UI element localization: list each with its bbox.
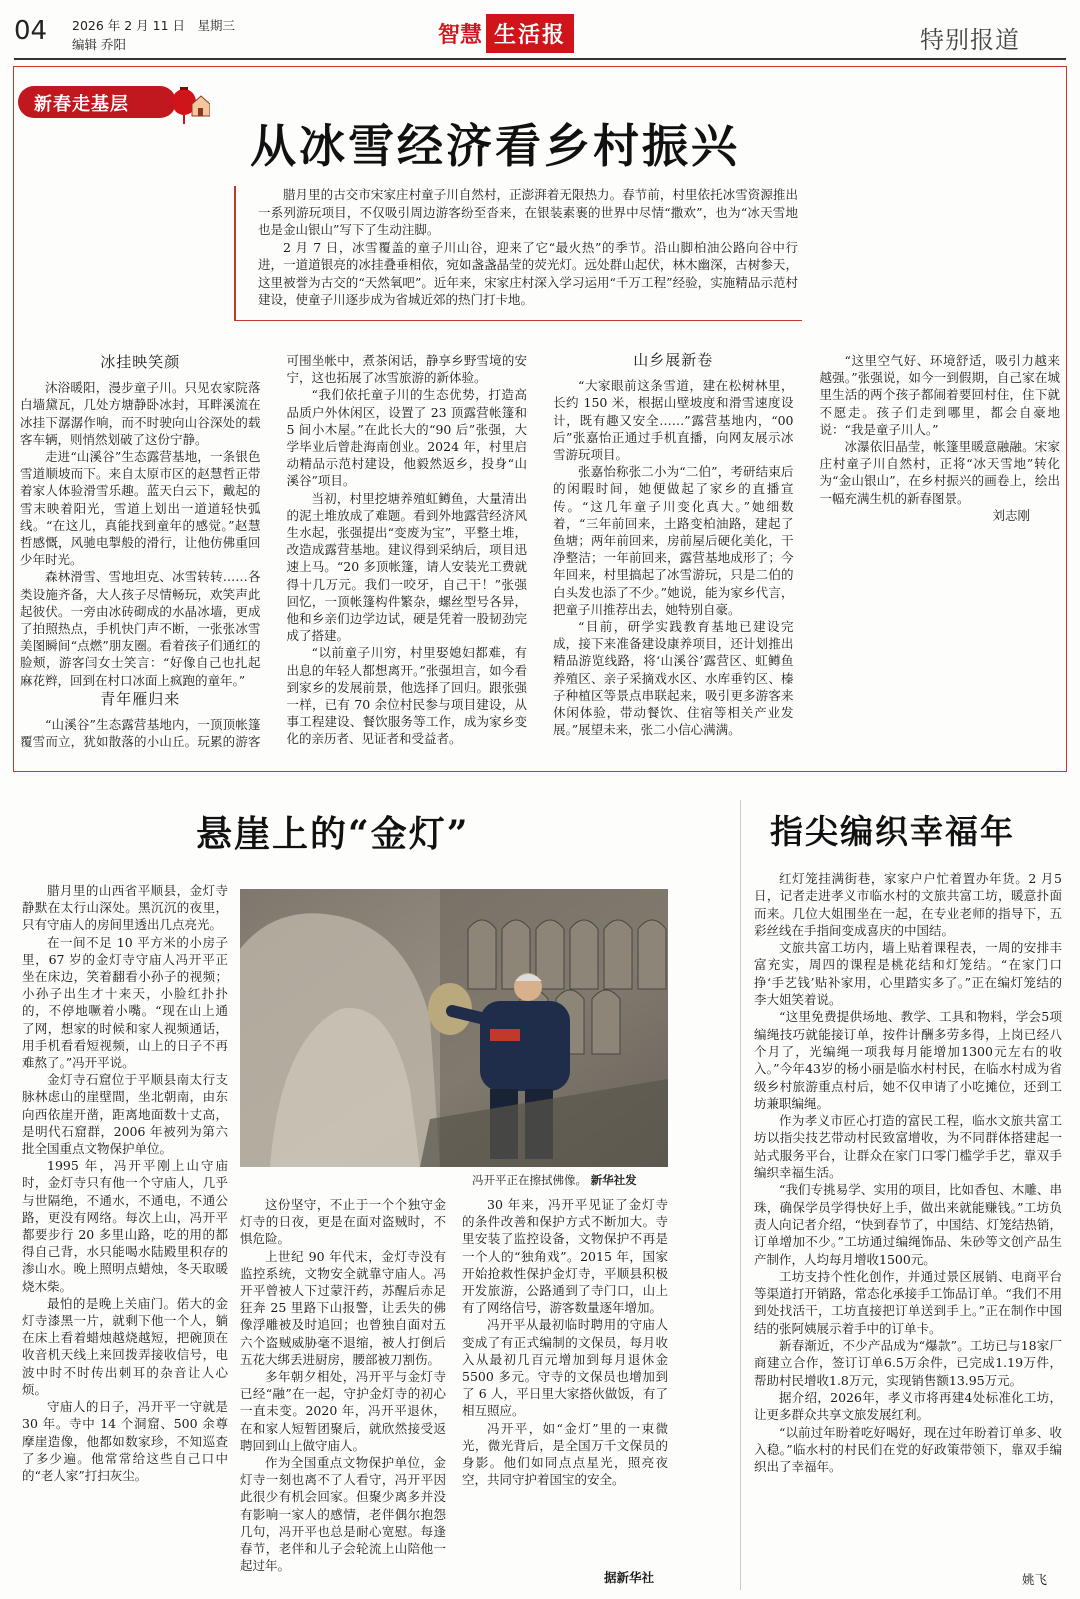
article-1-byline: 刘志刚 [992,507,1030,523]
body-paragraph: 30 年来，冯开平见证了金灯寺的条件改善和保护方式不断加大。寺里安装了监控设备，文物保护不再是一个人的“独角戏”。2015 年，国家开始抢救性保护金灯寺，平顺县积极开发旅游，公路通到了寺门口，山上有了网络信号，游客数量逐年增加。 [462,1197,668,1316]
body-paragraph: 走进“山溪谷”生态露营基地，一条银色雪道顺坡而下。来自太原市区的赵慧哲正带着家人体验滑雪乐趣。蓝天白云下，戴起的雪末映着阳光，雪道上划出一道道轻快弧线。“在这儿，真能找到童年的感觉。”赵慧哲感慨，风驰电掣般的滑行，让他仿佛重回少年时光。 [20,449,261,568]
lead-paragraph: 2 月 7 日，冰雪覆盖的童子川山谷，迎来了它“最火热”的季节。沿山脚柏油公路向谷中行进，一道道银亮的冰挂叠垂相依，宛如盏盏晶莹的荧光灯。远处群山起伏，林木幽深，古树参天，这里被誉为古交的“天然氧吧”。近年来，宋家庄村深入学习运用“千万工程”经验，实施精品示范村建设，使童子川逐步成为省城近郊的热门打卡地。 [258,239,798,307]
article-2-column [240,1196,446,1590]
caption-text: 冯开平正在擦拭佛像。 [472,1173,587,1187]
masthead-right: 生活报 [486,14,574,53]
body-paragraph: “大家眼前这条雪道，建在松树林里，长约 150 米，根据山壁坡度和滑雪速度设计，既有趣又安全……”露营基地内，“00 后”张嘉怡正通过手机直播，向网友展示冰雪游玩项目。 [553,378,794,463]
temple-photo [240,889,668,1167]
body-paragraph: 新春渐近，不少产品成为“爆款”。工坊已与18家厂商建立合作，签订订单6.5万余件，已完成1.19万件，帮助村民增收1.8万元，实现销售额13.95万元。 [754,1338,1062,1388]
badge-new-spring [18,82,198,124]
editor-credit: 编辑 乔阳 [72,37,126,52]
body-paragraph: 工坊支持个性化创作，并通过景区展销、电商平台等渠道打开销路，常态化承接手工饰品订单。“我们不用到处找活干，工坊直接把订单送到手上。”正在制作中国结的张阿姨展示着手中的订单卡。 [754,1268,1062,1336]
lead-paragraph: 腊月里的古交市宋家庄村童子川自然村，正澎湃着无限热力。春节前，村里依托冰雪资源推出一系列游玩项目，不仅吸引周边游客纷至沓来，在银装素裹的世界中尽情“撒欢”，也为“冰天雪地也是金山银山”写下了生动注脚。 [258,187,798,237]
article-3-byline: 姚飞 [1018,1570,1047,1588]
article-1-title: 从冰雪经济看乡村振兴 [250,119,740,173]
header-rule [14,58,1066,60]
body-paragraph: 多年朝夕相处，冯开平与金灯寺已经“融”在一起，守护金灯寺的初心一直未变。2020 年，冯开平退休，在和家人短暂团聚后，就欣然接受返聘回到山上做守庙人。 [240,1369,446,1453]
section-subtitle: 青年雁归来 [100,689,181,708]
body-paragraph: “我们专挑易学、实用的项目，比如香包、木雕、串珠，确保学员学得快好上手，做出来就能赚钱。”工坊负责人向记者介绍，“快到春节了，中国结、灯笼结热销，订单增加不少。”工坊通过编绳饰品、朱砂等文创产品生产制作，人均每月增收1500元。 [754,1182,1062,1267]
photo-illustration [240,889,668,1167]
masthead [438,14,574,52]
body-paragraph: 作为全国重点文物保护单位，金灯寺一刻也离不了人看守，冯开平因此很少有机会回家。但聚少离多并没有影响一家人的感情，老伴偶尔抱怨几句，冯开平也总是耐心宽慰。每逢春节，老伴和儿子会轮流上山陪他一起过年。 [240,1455,446,1574]
body-paragraph: 当初，村里挖塘养殖虹鳟鱼，大量清出的泥土堆放成了难题。看到外地露营经济风生水起，张强提出“变废为宝”，平整土堆，改造成露营基地。建议得到采纳后，项目迅速上马。“20 多顶帐篷，请人安装光工费就得十几万元。我们一咬牙，自己干！”张强回忆，一顶帐篷构件繁杂，螺丝型号各异，他和乡亲们边学边试，硬是凭着一股韧劲完成了搭建。 [286,490,527,644]
body-paragraph: 1995 年，冯开平刚上山守庙时，金灯寺只有他一个守庙人，几乎与世隔绝，不通水，不通电，不通公路，更没有网络。每次上山，冯开平都要步行 20 多里山路，吃的用的都得自己背，水只能喝水陆殿里积存的渗山水。晚上照明点蜡烛，冬天取暖烧木柴。 [22,1158,228,1294]
body-paragraph: “以前童子川穷，村里娶媳妇都难，有出息的年轻人都想离开。”张强坦言，如今看到家乡的发展前景，他选择了回归。跟张强一样，已有 70 余位村民参与项目建设，从事工程建设、餐饮服务等工作，成为家乡变化的亲历者、见证者和受益者。 [286,645,527,747]
body-paragraph: 红灯笼挂满街巷，家家户户忙着置办年货。2 月5日，记者走进孝义市临水村的文旅共富工坊，暖意扑面而来。几位大姐围坐在一起，在专业老师的指导下，五彩丝线在手指间变成喜庆的中国结。 [754,871,1062,938]
article-3-title: 指尖编织幸福年 [770,812,1015,851]
body-paragraph: 在一间不足 10 平方米的小房子里，67 岁的金灯寺守庙人冯开平正坐在床边，笑着翻看小孙子的视频；小孙子出生才十来天，小脸红扑扑的，不停地噘着小嘴。“现在山上通了网，想家的时候和家人视频通话，用手机看看短视频，山上的日子不再难熬了。”冯开平说。 [22,934,228,1071]
body-paragraph: 腊月里的山西省平顺县，金灯寺静默在太行山深处。黑沉沉的夜里，只有守庙人的房间里透出几点亮光。 [22,883,228,933]
body-paragraph: “以前过年盼着吃好喝好，现在过年盼着订单多、收入稳。”临水村的村民们在党的好政策带领下，靠双手编织出了幸福年。 [754,1424,1062,1475]
section-label: 特别报道 [920,26,1020,54]
section-subtitle: 冰挂映笑颜 [100,353,181,371]
article-2-column [462,1196,668,1590]
lead-text [258,186,798,309]
body-paragraph: 冰瀑依旧晶莹，帐篷里暖意融融。宋家庄村童子川自然村，正将“冰天雪地”转化为“金山银山”，在乡村振兴的画卷上，绘出一幅充满生机的新春图景。 [819,439,1060,506]
article-3-body [754,870,1062,1592]
body-paragraph: 作为孝义市匠心打造的富民工程，临水文旅共富工坊以指尖技艺带动村民致富增收，为不同群体搭建起一站式服务平台，让群众在家门口零门槛学手艺，靠双手编织幸福生活。 [754,1113,1062,1181]
body-paragraph: 森林滑雪、雪地坦克、冰雪转转……各类设施齐备，大人孩子尽情畅玩，欢笑声此起彼伏。一旁由冰砖砌成的水晶冰墙，更成了拍照热点，手机快门声不断，一张张冰雪美图瞬间“点燃”朋友圈。看着孩子们通红的脸颊，游客闫女士笑言：“好像自己也扎起麻花辫，回到在村口冰面上疯跑的童年。” [20,569,261,688]
body-paragraph: 冯开平，如“金灯”里的一束微光，微光背后，是全国万千文保员的身影。他们如同点点星光，照亮夜空，共同守护着国宝的安全。 [462,1420,668,1488]
article-2-column [22,882,228,1590]
page-number: 04 [14,16,48,46]
body-paragraph: 守庙人的日子，冯开平一守就是 30 年。寺中 14 个洞窟、500 余尊摩崖造像，他都如数家珍，不知巡查了多少遍。他常常给这些自己口中的“老人家”打扫灰尘。 [22,1399,228,1483]
issue-date: 2026 年 2 月 11 日 星期三 [72,18,236,33]
column-divider [740,800,741,1590]
body-paragraph: “山溪谷”生态露营基地内，一顶顶帐篷覆雪而立，犹如散落的小山丘。玩累的游客可围坐帐中，煮茶闲话，静享乡野雪境的安宁，这也拓展了冰雪旅游的新体验。 [20,353,527,750]
body-paragraph: “我们依托童子川的生态优势，打造高品质户外休闲区，设置了 23 顶露营帐篷和 5 间小木屋。”在此长大的“90 后”张强，大学毕业后曾赴海南创业。2024 年，村里启动精品示范村建设，他毅然返乡，投身“山溪谷”项目。 [286,387,527,489]
lantern-house-icon [168,82,210,126]
body-paragraph: “这里免费提供场地、教学、工具和物料，学会5项编绳技巧就能接订单，按件计酬多劳多得，上岗已经八个月了，光编绳一项我每月能增加1300元左右的收入。”今年43岁的杨小丽是临水村村民，在临水村成为省级乡村旅游重点村后，她不仅申请了小吃摊位，还到工坊兼职编绳。 [754,1009,1062,1111]
caption-source: 新华社发 [590,1173,637,1187]
article-1-body [20,352,1060,752]
section-subtitle: 山乡展新卷 [633,352,714,369]
masthead-left: 智慧 [438,22,483,48]
body-paragraph: 冯开平从最初临时聘用的守庙人变成了有正式编制的文保员，每月收入从最初几百元增加到每月退休金 5500 多元。守寺的文保员也增加到了 6 人，平日里大家搭伙做饭，有了相互照应。 [462,1317,668,1419]
body-paragraph: 金灯寺石窟位于平顺县南太行支脉林虑山的崖壁間，坐北朝南，由东向西依崖开凿，距离地面数十丈高，是明代石窟群，2006 年被列为第六批全国重点文物保护单位。 [22,1072,228,1157]
body-paragraph: 上世纪 90 年代末，金灯寺没有监控系统，文物安全就靠守庙人。冯开平曾被人下过蒙汗药，苏醒后赤足狂奔 25 里路下山报警，让丢失的佛像浮雕被及时追回；也曾独自面对五六个盗贼威胁毫不退缩，被人打倒后五花大绑丢进厨房，腰部被刀割伤。 [240,1248,446,1367]
body-paragraph: 张嘉怡称张二小为“二伯”，考研结束后的闲暇时间，她便做起了家乡的直播宣传。“这几年童子川变化真大。”她细数着，“三年前回来，土路变柏油路，建起了鱼塘；两年前回来，房前屋后硬化美化，干净整洁；一年前回来，露营基地成形了；今年回来，村里搞起了冰雪游玩，只是二伯的白头发也添了不少。”她说，能为家乡代言，把童子川推荐出去，她特别自豪。 [553,464,794,617]
badge-text: 新春走基层 [34,94,129,115]
body-paragraph: 文旅共富工坊内，墙上贴着课程表，一周的安排丰富充实，周四的课程是桃花结和灯笼结。“在家门口挣‘手艺钱’贴补家用，心里踏实多了。”正在编灯笼结的李大姐笑着说。 [754,940,1062,1008]
article-2-title: 悬崖上的“金灯” [196,813,470,855]
photo-caption [472,1172,637,1188]
body-paragraph: 沐浴暖阳，漫步童子川。只见农家院落白墙黛瓦，几处方塘静卧冰封，耳畔溪流在冰挂下潺潺作响，而不时驶向山谷深处的载客车辆，则悄然划破了这份宁静。 [20,380,261,447]
article-2-byline: 据新华社 [600,1568,654,1586]
body-paragraph: “目前，研学实践教育基地已建设完成，接下来准备建设康养项目，还计划推出精品游览线路，将‘山溪谷’露营区、虹鳟鱼养殖区、亲子采摘戏水区、水库垂钓区、榛子种植区等景点串联起来，吸引更多游客来休闲体验，带动餐饮、住宿等相关产业发展。”展望未来，张二小信心满满。 [553,619,794,738]
body-paragraph: 据介绍，2026年，孝义市将再建4处标准化工坊，让更多群众共享文旅发展红利。 [754,1389,1062,1423]
body-paragraph: 这份坚守，不止于一个个独守金灯寺的日夜，更是在面对盗贼时，不惧危险。 [240,1197,446,1247]
body-paragraph: “这里空气好、环境舒适，吸引力越来越强。”张强说，如今一到假期，自己家在城里生活的两个孩子都闹着要回村住，住下就不愿走。孩子们走到哪里，都会自豪地说：“我是童子川人。” [819,353,1060,437]
lead-box [234,186,802,321]
body-paragraph: 最怕的是晚上关庙门。偌大的金灯寺漆黑一片，就剩下他一个人，躺在床上看着蜡烛越烧越短，把碗顶在收音机天线上来回拨弄接收信号，电波中时不时传出刺耳的杂音让人心烦。 [22,1295,228,1397]
